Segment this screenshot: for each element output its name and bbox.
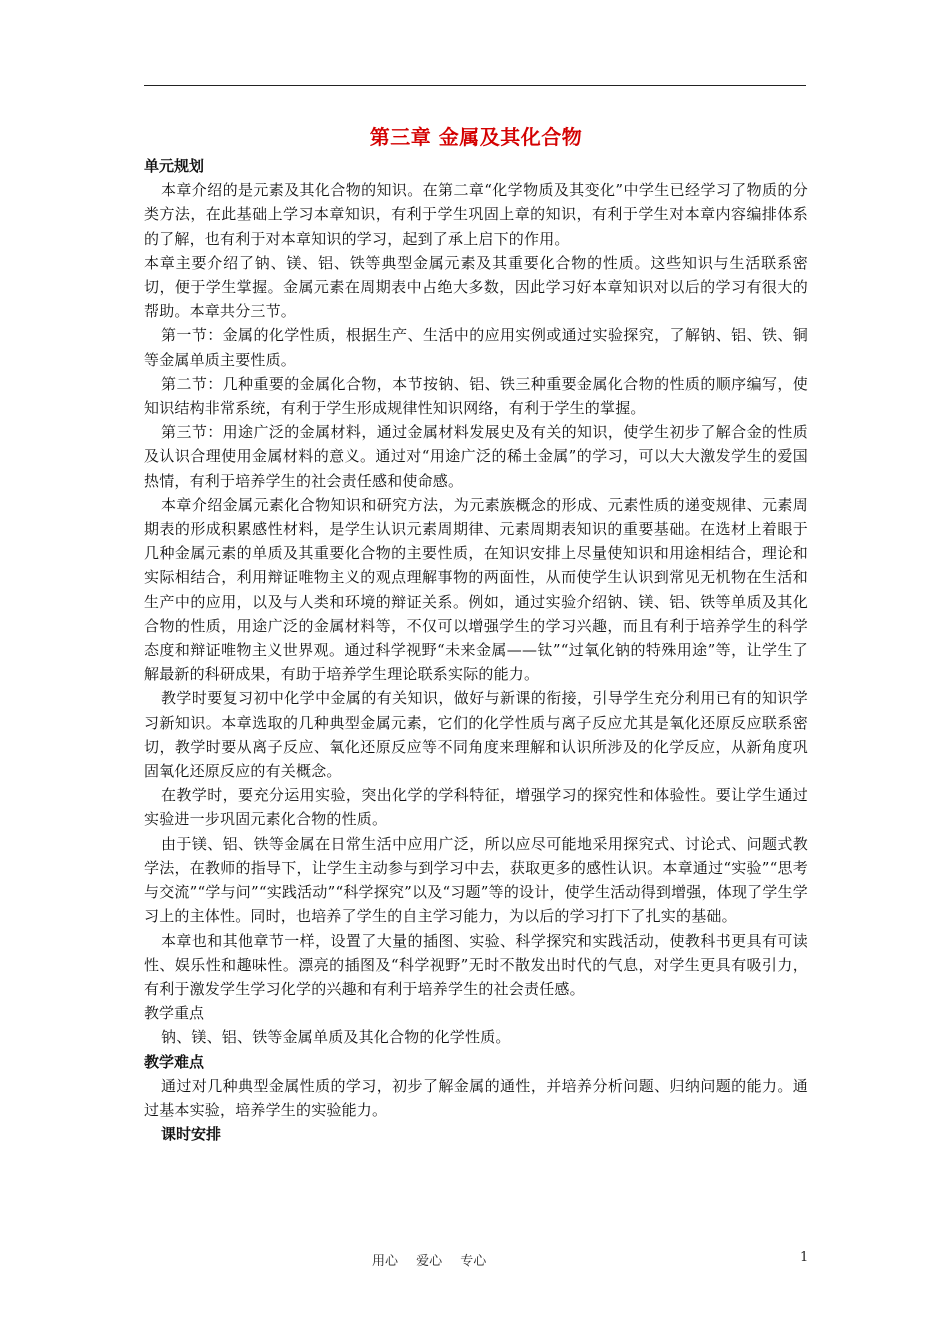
page-footer [0, 1250, 950, 1270]
paragraph-section-1: 第一节：金属的化学性质，根据生产、生活中的应用实例或通过实验探究，了解钠、铝、铁、铜等金属单质主要性质。 [144, 326, 808, 369]
paragraph-review: 教学时要复习初中化学中金属的有关知识，做好与新课的衔接，引导学生充分利用已有的知识学习新知识。本章选取的几种典型金属元素，它们的化学性质与离子反应尤其是氧化还原反应联系密切，教学时要从离子反应、氧化还原反应等不同角度来理解和认识所涉及的化学反应，从新角度巩固氧化还原反应的有关概念。 [144, 689, 808, 781]
difficulties-text: 通过对几种典型金属性质的学习，初步了解金属的通性，并培养分析问题、归纳问题的能力。通过基本实验，培养学生的实验能力。 [144, 1076, 808, 1119]
header-rule [144, 85, 806, 86]
section-heading-difficulties: 教学难点 [144, 1052, 205, 1071]
paragraph-main-content: 本章主要介绍了钠、镁、铝、铁等典型金属元素及其重要化合物的性质。这些知识与生活联系密切，便于学生掌握。金属元素在周期表中占绝大多数，因此学习好本章知识对以后的学习有很大的帮助。本章共分三节。 [144, 253, 808, 321]
chapter-title: 第三章 金属及其化合物 [369, 125, 583, 149]
section-heading-key-points: 教学重点 [144, 1004, 205, 1023]
page-number: 1 [800, 1250, 809, 1265]
paragraph-experiments: 在教学时，要充分运用实验，突出化学的学科特征，增强学习的探究性和体验性。要让学生通过实验进一步巩固元素化合物的性质。 [144, 786, 808, 829]
paragraph-section-2: 第二节：几种重要的金属化合物，本节按钠、铝、铁三种重要金属化合物的性质的顺序编写，使知识结构非常系统，有利于学生形成规律性知识网络，有利于学生的掌握。 [144, 374, 808, 418]
paragraph-illustrations: 本章也和其他章节一样，设置了大量的插图、实验、科学探究和实践活动，使教科书更具有可读性、娱乐性和趣味性。漂亮的插图及“科学视野”无时不散发出时代的气息，对学生更具有吸引力，有利于激发学生学习化学的兴趣和有利于培养学生的社会责任感。 [144, 931, 808, 998]
paragraph-teaching-method: 由于镁、铝、铁等金属在日常生活中应用广泛，所以应尽可能地采用探究式、讨论式、问题式教学法，在教师的指导下，让学生主动参与到学习中去，获取更多的感性认识。本章通过“实验”“思考与交流”“学与问”“实践活动”“科学探究”以及“习题”等的设计，使学生活动得到增强，体现了学生学习上的主体性。同时，也培养了学生的自主学习能力，为以后的学习打下了扎实的基础。 [144, 834, 808, 926]
section-heading-unit-plan: 单元规划 [144, 157, 205, 175]
document-body [144, 122, 808, 1146]
footer-motto: 用心 爱心 专心 [372, 1254, 487, 1269]
paragraph-section-3: 第三节：用途广泛的金属材料，通过金属材料发展史及有关的知识，使学生初步了解合金的性质及认识合理使用金属材料的意义。通过对“用途广泛的稀土金属”的学习，可以大大激发学生的爱国热情，有利于培养学生的社会责任感和使命感。 [144, 423, 808, 490]
section-heading-schedule: 课时安排 [161, 1125, 222, 1144]
paragraph-intro: 本章介绍的是元素及其化合物的知识。在第二章“化学物质及其变化”中学生已经学习了物质的分类方法，在此基础上学习本章知识，有利于学生巩固上章的知识，有利于学生对本章内容编排体系的了解，也有利于对本章知识的学习，起到了承上启下的作用。 [144, 181, 808, 248]
paragraph-methods: 本章介绍金属元素化合物知识和研究方法，为元素族概念的形成、元素性质的递变规律、元素周期表的形成积累感性材料，是学生认识元素周期律、元素周期表知识的重要基础。在选材上着眼于几种金属元素的单质及其重要化合物的主要性质，在知识安排上尽量使知识和用途相结合，理论和实际相结合，利用辩证唯物主义的观点理解事物的两面性，从而使学生认识到常见无机物在生活和生产中的应用，以及与人类和环境的辩证关系。例如，通过实验介绍钠、镁、铝、铁等单质及其化合物的性质，用途广泛的金属材料等，不仅可以增强学生的学习兴趣，而且有利于培养学生的科学态度和辩证唯物主义世界观。通过科学视野“未来金属——钛”“过氧化钠的特殊用途”等，让学生了解最新的科研成果，有助于培养学生理论联系实际的能力。 [144, 495, 808, 684]
key-points-text: 钠、镁、铝、铁等金属单质及其化合物的化学性质。 [161, 1028, 511, 1047]
